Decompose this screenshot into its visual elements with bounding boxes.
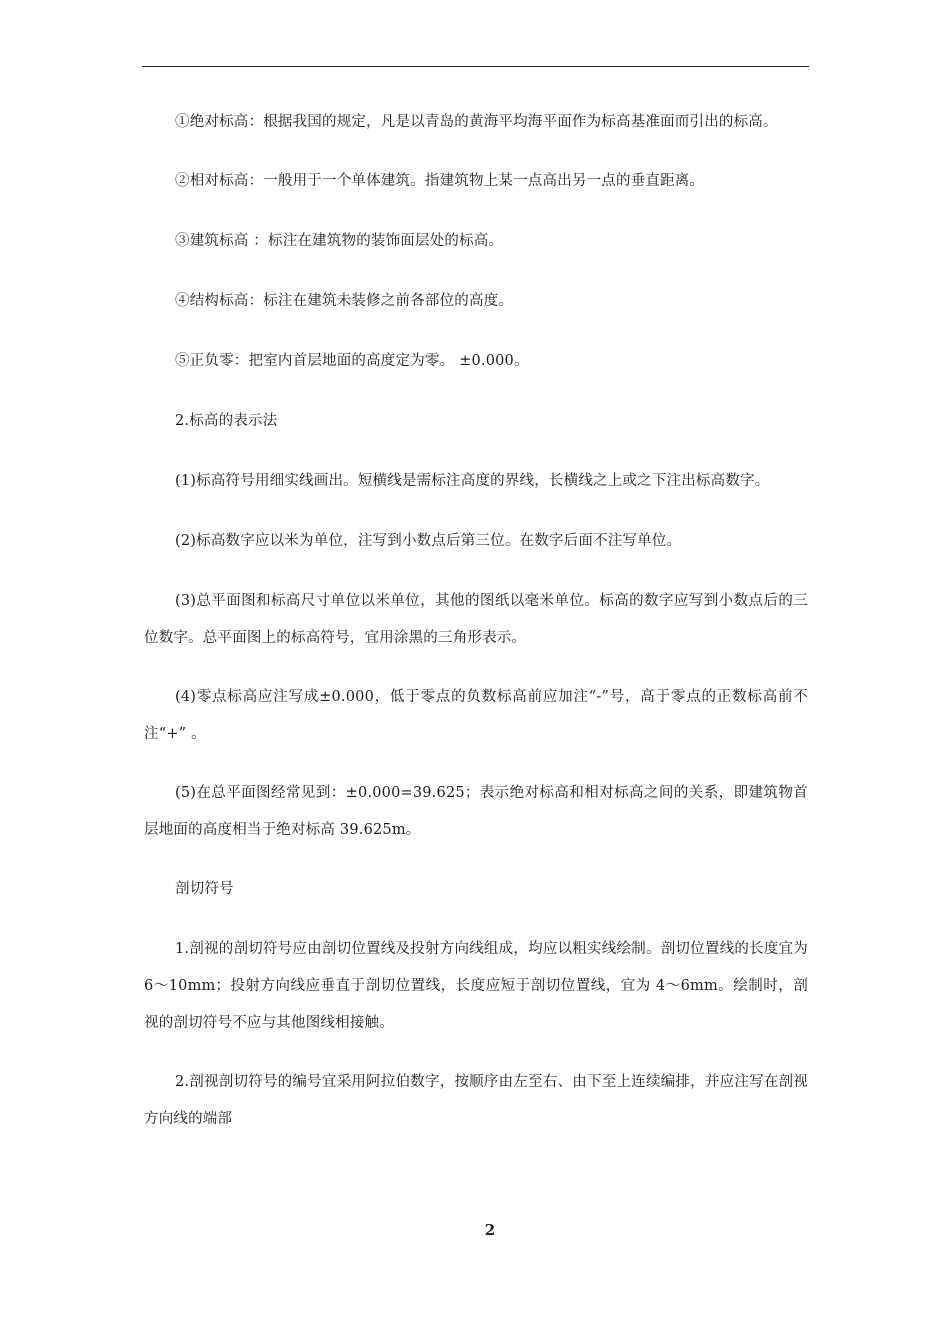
paragraph-plus-minus-zero: ⑤正负零：把室内首层地面的高度定为零。 ±0.000。 [175, 353, 529, 369]
section-heading-elevation-notation: 2.标高的表示法 [175, 413, 278, 429]
paragraph-rule-5: (5)在总平面图经常见到：±0.000=39.625；表示绝对标高和相对标高之间的关系，即建筑物首层地面的高度相当于绝对标高 39.625m。 [144, 785, 808, 838]
paragraph-structural-elevation: ④结构标高：标注在建筑未装修之前各部位的高度。 [175, 293, 514, 309]
paragraph-rule-1: (1)标高符号用细实线画出。短横线是需标注高度的界线，长横线之上或之下注出标高数字。 [175, 473, 770, 489]
paragraph-absolute-elevation: ①绝对标高：根据我国的规定，凡是以青岛的黄海平均海平面作为标高基准面而引出的标高。 [175, 114, 778, 130]
paragraph-section-rule-2: 2.剖视剖切符号的编号宜采用阿拉伯数字，按顺序由左至右、由下至上连续编排，并应注写在剖视方向线的端部 [144, 1074, 808, 1127]
paragraph-section-rule-1: 1.剖视的剖切符号应由剖切位置线及投射方向线组成，均应以粗实线绘制。剖切位置线的长度宜为 6～10mm；投射方向线应垂直于剖切位置线，长度应短于剖切位置线，宜为 4～6mm。绘制时，剖视的剖切符号不应与其他图线相接触。 [144, 941, 808, 1031]
page-number: 2 [484, 1221, 496, 1239]
paragraph-relative-elevation: ②相对标高：一般用于一个单体建筑。指建筑物上某一点高出另一点的垂直距离。 [175, 173, 705, 189]
header-rule [142, 66, 809, 67]
paragraph-building-elevation: ③建筑标高 ：标注在建筑物的装饰面层处的标高。 [175, 233, 504, 249]
paragraph-rule-3: (3)总平面图和标高尺寸单位以米单位，其他的图纸以毫米单位。标高的数字应写到小数点后的三位数字。总平面图上的标高符号，宜用涂黑的三角形表示。 [144, 593, 808, 646]
document-body [144, 104, 808, 1160]
paragraph-rule-4: (4)零点标高应注写成±0.000，低于零点的负数标高前应加注“-”号，高于零点的正数标高前不注“+” 。 [144, 689, 808, 742]
paragraph-rule-2: (2)标高数字应以米为单位，注写到小数点后第三位。在数字后面不注写单位。 [175, 533, 682, 549]
section-heading-section-symbol: 剖切符号 [175, 881, 234, 897]
